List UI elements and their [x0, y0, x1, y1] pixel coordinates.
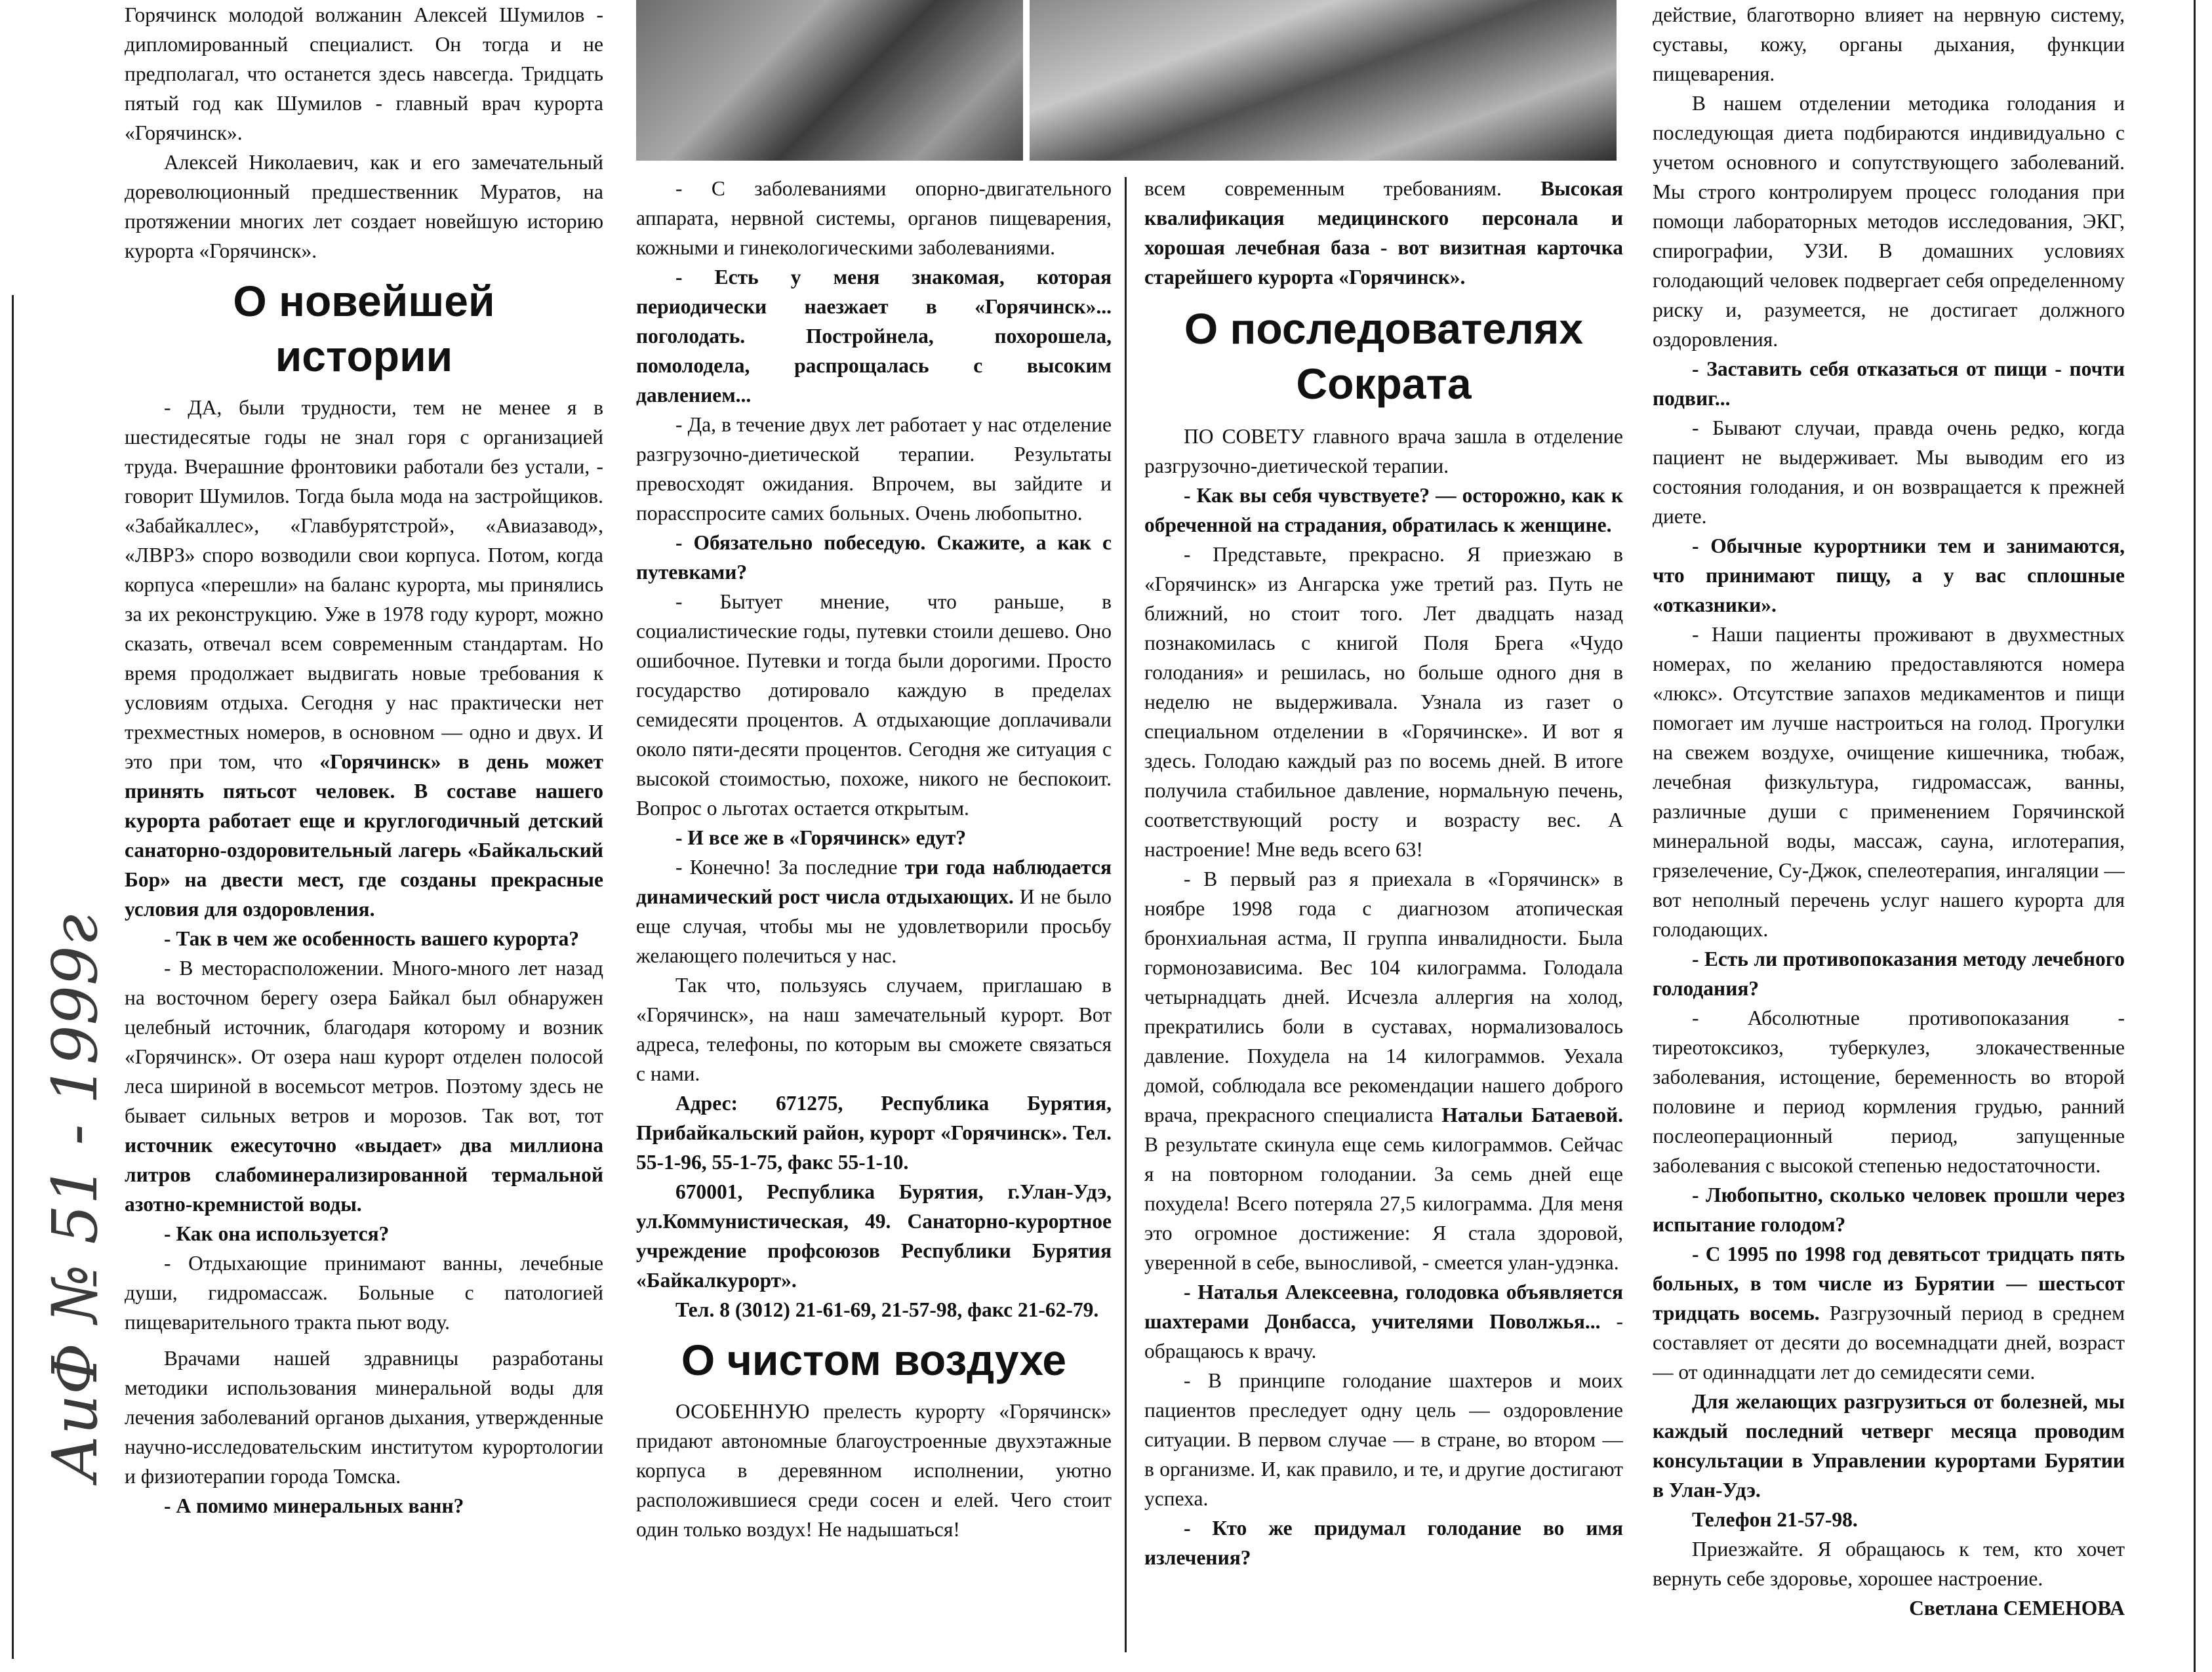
paragraph: - В месторасположении. Много-много лет назад на восточном берегу озера Байкал был обнаружен целебный источник, благодаря которому и возник «Горячинск». От озера наш курорт отделен полосой леса шириной в восемьсот метров. Поэтому здесь не бывает сильных ветров и морозов. Так вот, тот источник ежесуточно «выдает» два миллиона литров слабоминерализированной термальной азотно-кремнистой воды.	[125, 957, 603, 1216]
paragraph: - Да, в течение двух лет работает у нас отделение разгрузочно-диетической терапии. Результаты превосходят ожидания. Впрочем, вы зайдите и порасспросите самих больных. Очень любопытно.	[636, 413, 1112, 525]
question: - Любопытно, сколько человек прошли через испытание голодом?	[1653, 1184, 2125, 1236]
question: - Наталья Алексеевна, голодовка объявляется шахтерами Донбасса, учителями Поволжья... - обращаюсь к врачу.	[1144, 1281, 1623, 1363]
paragraph: Алексей Николаевич, как и его замечательный дореволюционный предшественник Муратов, на протяжении многих лет создает новейшую историю курорта «Горячинск».	[125, 151, 603, 262]
phone: Телефон 21-57-98.	[1692, 1508, 1858, 1531]
column-rule	[2194, 0, 2196, 1672]
column-4	[1653, 0, 2125, 1672]
paragraph: - С заболеваниями опорно-двигательного аппарата, нервной системы, органов пищеварения, кожными и гинекологическими заболеваниями.	[636, 177, 1112, 259]
heading-clean-air: О чистом воздухе	[681, 1336, 1067, 1384]
column-1	[125, 0, 603, 1672]
paragraph: - Абсолютные противопоказания - тиреотоксикоз, туберкулез, злокачественные заболевания, истощение, беременность во второй половине и период кормления грудью, ранний послеоперационный период, запущенные заболевания с высокой степенью недостаточности.	[1653, 1006, 2125, 1177]
question: - Заставить себя отказаться от пищи - почти подвиг...	[1653, 357, 2125, 410]
paragraph: В нашем отделении методика голодания и последующая диета подбираются индивидуально с учетом основного и сопутствующего заболеваний. Мы строго контролируем процесс голодания при помощи лабораторных методов исследования, ЭКГ, спирографии, УЗИ. В домашних условиях голодающий человек подвергает себя определенному риску и, разумеется, не достигает должного оздоровления.	[1653, 92, 2125, 351]
question: - Кто же придумал голодание во имя излечения?	[1144, 1517, 1623, 1569]
question: - Так в чем же особенность вашего курорта?	[164, 927, 580, 950]
article-photo-left	[636, 0, 1023, 161]
paragraph: всем современным требованиям. Высокая квалификация медицинского персонала и хорошая лечебная база - вот визитная карточка старейшего курорта «Горячинск».	[1144, 177, 1623, 289]
phones: Тел. 8 (3012) 21-61-69, 21-57-98, факс 21-62-79.	[675, 1298, 1099, 1321]
paragraph: - В первый раз я приехала в «Горячинск» в ноябре 1998 года с диагнозом атопическая бронхиальная астма, II группа инвалидности. Была гормонозависима. Вес 104 килограмма. Голодала четырнадцать дней. Исчезла аллергия на холод, прекратились боли в суставах, нормализовалось давление. Похудела на 14 килограммов. Уехала домой, соблюдала все рекомендации нашего доброго врача, прекрасного специалиста Натальи Батаевой. В результате скинула еще семь килограммов. Сейчас я на повторном голодании. За семь дней еще похудела! Всего потеряла 27,5 килограмма. Для меня это огромное достижение: Я стала здоровой, уверенной в себе, выносливой, - смеется улан-удэнка.	[1144, 867, 1623, 1274]
question: - Есть у меня знакомая, которая периодически наезжает в «Горячинск»... поголодать. Постройнела, похорошела, помолодела, распрощалась с высоким давлением...	[636, 266, 1112, 407]
address: 670001, Республика Бурятия, г.Улан-Удэ, ул.Коммунистическая, 49. Санаторно-курортное учреждение профсоюзов Республики Бурятия «Байкалкурорт».	[636, 1180, 1112, 1292]
column-3	[1144, 174, 1623, 1672]
heading-newest-history: О новейшей истории	[233, 277, 495, 380]
heading-followers: О последователях Сократа	[1184, 304, 1584, 408]
column-rule	[12, 295, 14, 1659]
paragraph: Приезжайте. Я обращаюсь к тем, кто хочет вернуть себе здоровье, хорошее настроение.	[1653, 1538, 2125, 1590]
paragraph: - Конечно! За последние три года наблюдается динамический рост числа отдыхающих. И не было еще случая, чтобы мы не удовлетворили просьбу желающего полечиться у нас.	[636, 856, 1112, 967]
paragraph: - ДА, были трудности, тем не менее я в шестидесятые годы не знал горя с организацией труда. Вчерашние фронтовики работали без устали, - говорит Шумилов. Тогда была мода на застройщиков. «Забайкаллес», «Главбурятстрой», «Авиазавод», «ЛВРЗ» споро возводили свои корпуса. Потом, когда корпуса «перешли» на баланс курорта, мы принялись за их реконструкцию. Уже в 1978 году курорт, можно сказать, отвечал всем современным стандартам. Но время продолжает выдвигать новые требования к условиям отдыха. Сегодня у нас практически нет трехместных номеров, в основном — одно и двух. И это при том, что «Горячинск» в день может принять пятьсот человек. В составе нашего курорта работает еще и круглогодичный детский санаторно-оздоровительный лагерь «Байкальский Бор» на двести мест, где созданы прекрасные условия для оздоровления.	[125, 396, 603, 921]
paragraph: ОСОБЕННУЮ прелесть курорту «Горячинск» придают автономные благоустроенные двухэтажные корпуса в деревянном исполнении, уютно расположившиеся среди сосен и елей. Чего стоит один только воздух! Не надышаться!	[636, 1400, 1112, 1541]
column-2	[636, 174, 1112, 1672]
paragraph: Для желающих разгрузиться от болезней, мы каждый последний четверг месяца проводим консультации в Управлении курортами Бурятии в Улан-Удэ.	[1653, 1390, 2125, 1502]
paragraph: - С 1995 по 1998 год девятьсот тридцать пять больных, в том числе из Бурятии — шестьсот тридцать восемь. Разгрузочный период в среднем составляет от десяти до восемнадцати дней, возраст — от одиннадцати лет до семидесяти семи.	[1653, 1243, 2125, 1383]
paragraph: - Наши пациенты проживают в двухместных номерах, по желанию предоставляются номера «люкс». Отсутствие запахов медикаментов и пищи помогает им лучше настроиться на голод. Прогулки на свежем воздухе, очищение кишечника, тюбаж, лечебная физкультура, гидромассаж, ванны, различные души с применением Горячинской минеральной воды, массаж, сауна, иглотерапия, грязелечение, Су-Джок, спелеотерапия, ингаляции — вот неполный перечень услуг нашего курорта для голодающих.	[1653, 623, 2125, 941]
author-signature: Светлана СЕМЕНОВА	[1909, 1597, 2125, 1620]
question: - Как она используется?	[164, 1222, 390, 1245]
paragraph: действие, благотворно влияет на нервную систему, суставы, кожу, органы дыхания, функции пищеварения.	[1653, 3, 2125, 85]
margin-note: АиФ № 51 - 1999г	[39, 914, 111, 1482]
question: - Есть ли противопоказания методу лечебного голодания?	[1653, 947, 2125, 1000]
paragraph: Так что, пользуясь случаем, приглашаю в «Горячинск», на наш замечательный курорт. Вот адреса, телефоны, по которым вы сможете связаться с нами.	[636, 974, 1112, 1085]
column-rule	[1125, 177, 1127, 1652]
article-photo-right	[1030, 0, 1617, 161]
question: - Обязательно побеседую. Скажите, а как с путевками?	[636, 531, 1112, 584]
question: - Обычные курортники тем и занимаются, что принимают пищу, а у вас сплошные «отказники».	[1653, 534, 2125, 616]
paragraph: - В принципе голодание шахтеров и моих пациентов преследует одну цель — оздоровление ситуации. В первом случае — в стране, во втором — в организме. И, как правило, и те, и другие достигают успеха.	[1144, 1369, 1623, 1510]
question: - И все же в «Горячинск» едут?	[675, 826, 967, 849]
paragraph: - Бывают случаи, правда очень редко, когда пациент не выдерживает. Мы выводим его из состояния голодания, и он возвращается к прежней диете.	[1653, 416, 2125, 528]
question: - Как вы себя чувствуете? — осторожно, как к обреченной на страдания, обратилась к женщине.	[1144, 484, 1623, 536]
question: - А помимо минеральных ванн?	[164, 1494, 464, 1517]
paragraph: ПО СОВЕТУ главного врача зашла в отделение разгрузочно-диетической терапии.	[1144, 425, 1623, 477]
paragraph: - Отдыхающие принимают ванны, лечебные души, гидромассаж. Больные с патологией пищеварительного тракта пьют воду.	[125, 1252, 603, 1334]
paragraph: Горячинск молодой волжанин Алексей Шумилов - дипломированный специалист. Он тогда и не предполагал, что останется здесь навсегда. Тридцать пятый год как Шумилов - главный врач курорта «Горячинск».	[125, 3, 603, 144]
paragraph: - Бытует мнение, что раньше, в социалистические годы, путевки стоили дешево. Оно ошибочное. Путевки и тогда были дорогими. Просто государство дотировало каждую в пределах семидесяти процентов. А отдыхающие доплачивали около пяти-десяти процентов. Сегодня же ситуация с высокой стоимостью, похоже, никого не беспокоит. Вопрос о льготах остается открытым.	[636, 590, 1112, 820]
paragraph: - Представьте, прекрасно. Я приезжаю в «Горячинск» из Ангарска уже третий раз. Путь не ближний, но стоит того. Лет двадцать назад познакомилась с книгой Поля Брега «Чудо голодания» и решилась, но больше одного дня в неделю не выдерживала. Узнала из газет о специальном отделении в «Горячинске». И вот я здесь. Голодаю каждый раз по восемь дней. В итоге получила стабильное давление, нормальную печень, соответствующий росту и возрасту вес. А настроение! Мне ведь всего 63!	[1144, 543, 1623, 861]
paragraph: Врачами нашей здравницы разработаны методики использования минеральной воды для лечения заболеваний органов дыхания, утвержденные научно-исследовательским институтом курортологии и физиотерапии города Томска.	[125, 1347, 603, 1488]
address: Адрес: 671275, Республика Бурятия, Прибайкальский район, курорт «Горячинск». Тел. 55-1-96, 55-1-75, факс 55-1-10.	[636, 1092, 1112, 1174]
